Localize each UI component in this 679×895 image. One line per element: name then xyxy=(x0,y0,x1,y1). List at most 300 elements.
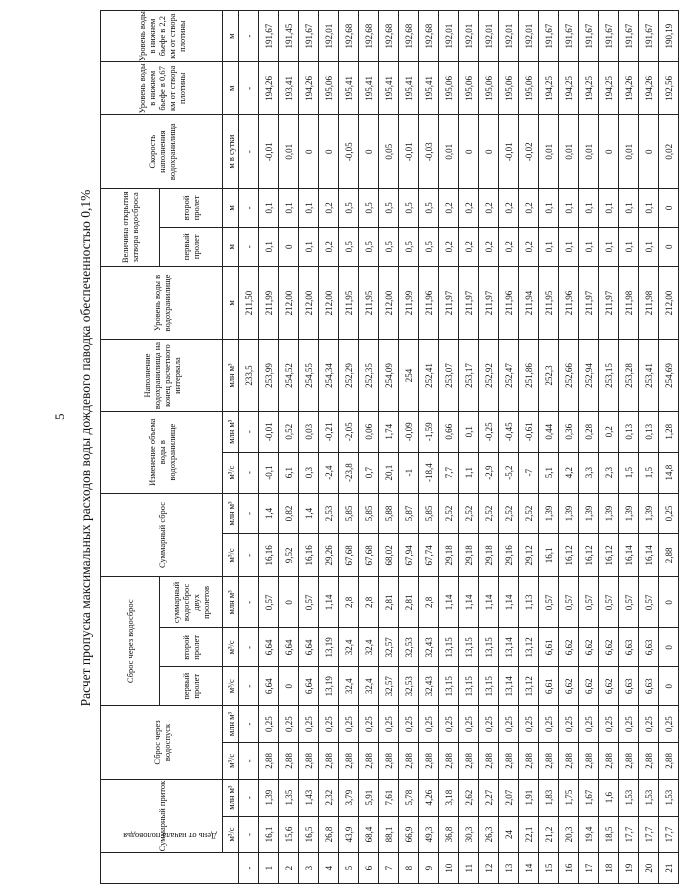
table-cell: 0,25 xyxy=(279,706,299,743)
table-cell: 29,18 xyxy=(479,534,499,577)
table-cell: 14 xyxy=(519,853,539,884)
table-cell: 13,14 xyxy=(499,628,519,667)
table-row xyxy=(419,11,439,884)
table-cell: -0,01 xyxy=(259,115,279,189)
table-cell: 0 xyxy=(659,628,679,667)
table-cell: 192,01 xyxy=(439,11,459,62)
table-cell: 32,4 xyxy=(359,667,379,706)
table-cell: 4,2 xyxy=(559,452,579,493)
table-cell: 6,64 xyxy=(259,667,279,706)
table-cell: 22,1 xyxy=(519,816,539,853)
table-cell: 6,62 xyxy=(579,628,599,667)
table-cell: 0 xyxy=(659,667,679,706)
table-cell: 0,57 xyxy=(619,577,639,628)
table-cell: 2,88 xyxy=(579,742,599,779)
table-cell: 0,44 xyxy=(539,411,559,452)
table-cell: 0 xyxy=(479,115,499,189)
table-cell: 253,28 xyxy=(619,340,639,412)
table-cell: 7,61 xyxy=(379,779,399,816)
table-cell: 2,88 xyxy=(439,742,459,779)
unit-cell: м xyxy=(223,266,239,340)
table-cell: -2,9 xyxy=(479,452,499,493)
table-cell: 0 xyxy=(659,227,679,266)
table-cell: 29,18 xyxy=(439,534,459,577)
table-cell: 0,7 xyxy=(359,452,379,493)
table-cell: 30,3 xyxy=(459,816,479,853)
unit-cell: млн м³ xyxy=(223,411,239,452)
header-level-22: Уровень воды в нижнем бьефе в 2,2 км от створа плотины xyxy=(101,11,223,62)
table-row xyxy=(599,11,619,884)
table-cell: 7 xyxy=(379,853,399,884)
table-cell: - xyxy=(239,577,259,628)
header-inflow: Суммарный приток xyxy=(101,779,223,853)
table-cell: 0,2 xyxy=(599,411,619,452)
table-row xyxy=(259,11,279,884)
table-cell: 1,14 xyxy=(499,577,519,628)
table-cell: 13,19 xyxy=(319,628,339,667)
table-cell: 0,02 xyxy=(659,115,679,189)
table-cell: 20 xyxy=(639,853,659,884)
table-cell: 195,06 xyxy=(499,62,519,115)
table-cell: 14,8 xyxy=(659,452,679,493)
table-cell: 0,25 xyxy=(419,706,439,743)
table-cell: 6,63 xyxy=(639,667,659,706)
table-cell: -0,25 xyxy=(479,411,499,452)
header-level-067: Уровень воды в нижнем бьефе в 0,67 км от створа плотины xyxy=(101,62,223,115)
table-cell: 0 xyxy=(659,188,679,227)
table-cell: 19 xyxy=(619,853,639,884)
table-cell: 4,26 xyxy=(419,779,439,816)
table-cell: 191,67 xyxy=(599,11,619,62)
table-cell: 6,62 xyxy=(559,628,579,667)
unit-cell: м³/с xyxy=(223,534,239,577)
table-cell: 211,97 xyxy=(479,266,499,340)
table-cell: 2,88 xyxy=(359,742,379,779)
table-cell: 67,94 xyxy=(399,534,419,577)
table-cell: 0,1 xyxy=(599,188,619,227)
table-row xyxy=(239,11,259,884)
table-cell: 252,47 xyxy=(499,340,519,412)
table-cell: 252,94 xyxy=(579,340,599,412)
header-water-level: Уровень воды в водохранилище xyxy=(101,266,223,340)
table-cell: 1,74 xyxy=(379,411,399,452)
table-cell: 0,25 xyxy=(439,706,459,743)
table-cell: 192,68 xyxy=(339,11,359,62)
table-cell: 1,53 xyxy=(639,779,659,816)
table-cell: 9,52 xyxy=(279,534,299,577)
table-cell: 13,15 xyxy=(479,628,499,667)
table-cell: 6,62 xyxy=(559,667,579,706)
table-cell: 195,41 xyxy=(399,62,419,115)
table-cell: 0 xyxy=(279,667,299,706)
table-cell: 2,8 xyxy=(359,577,379,628)
table-cell: 193,41 xyxy=(279,62,299,115)
table-cell: - xyxy=(239,62,259,115)
table-cell: 211,97 xyxy=(599,266,619,340)
table-cell: 0,1 xyxy=(619,227,639,266)
table-cell: 5,85 xyxy=(339,493,359,534)
table-cell: 1,14 xyxy=(459,577,479,628)
table-cell: 5,85 xyxy=(419,493,439,534)
table-cell: 68,4 xyxy=(359,816,379,853)
table-cell: 2,81 xyxy=(379,577,399,628)
table-cell: 0,1 xyxy=(279,188,299,227)
table-cell: 6,64 xyxy=(259,628,279,667)
table-cell: 211,95 xyxy=(339,266,359,340)
table-cell: 0,57 xyxy=(579,577,599,628)
table-cell: 0,25 xyxy=(659,706,679,743)
table-row xyxy=(659,11,679,884)
table-cell: 0,36 xyxy=(559,411,579,452)
table-cell: 67,68 xyxy=(339,534,359,577)
table-cell: 2,3 xyxy=(599,452,619,493)
table-cell: 192,01 xyxy=(459,11,479,62)
table-cell: 0,57 xyxy=(259,577,279,628)
table-cell: 252,66 xyxy=(559,340,579,412)
table-cell: 16,14 xyxy=(619,534,639,577)
table-cell: 195,41 xyxy=(419,62,439,115)
table-cell: 1,39 xyxy=(599,493,619,534)
table-cell: 0,01 xyxy=(559,115,579,189)
table-cell: 6,62 xyxy=(599,628,619,667)
table-cell: 0,2 xyxy=(479,188,499,227)
table-cell: 13,14 xyxy=(499,667,519,706)
table-cell: 1,5 xyxy=(619,452,639,493)
table-cell: 192,01 xyxy=(479,11,499,62)
table-cell: 211,94 xyxy=(519,266,539,340)
table-cell: 0,01 xyxy=(439,115,459,189)
table-cell: 1,4 xyxy=(299,493,319,534)
table-cell: 0 xyxy=(279,227,299,266)
table-cell: 20,3 xyxy=(559,816,579,853)
table-cell: 0,13 xyxy=(639,411,659,452)
table-cell: 254 xyxy=(399,340,419,412)
table-cell: 191,67 xyxy=(539,11,559,62)
table-cell: 13,12 xyxy=(519,667,539,706)
unit-cell: м³/с xyxy=(223,452,239,493)
header-gate-second-span: второй пролет xyxy=(160,188,223,227)
table-cell: 43,9 xyxy=(339,816,359,853)
table-cell: 2,52 xyxy=(499,493,519,534)
table-cell: 36,8 xyxy=(439,816,459,853)
table-cell: 194,26 xyxy=(299,62,319,115)
table-cell: 251,86 xyxy=(519,340,539,412)
table-cell: 0,25 xyxy=(359,706,379,743)
table-cell: 192,01 xyxy=(319,11,339,62)
table-cell: 0,5 xyxy=(419,227,439,266)
table-cell: 1,1 xyxy=(459,452,479,493)
table-cell: 0 xyxy=(299,115,319,189)
table-cell: 2,07 xyxy=(499,779,519,816)
table-cell: -7 xyxy=(519,452,539,493)
table-cell: 2 xyxy=(279,853,299,884)
table-cell: 0 xyxy=(279,577,299,628)
table-cell: 0,01 xyxy=(579,115,599,189)
table-cell: - xyxy=(239,667,259,706)
table-cell: 1,4 xyxy=(259,493,279,534)
table-cell: 252,92 xyxy=(479,340,499,412)
table-cell: 1,53 xyxy=(619,779,639,816)
table-cell: 32,53 xyxy=(399,667,419,706)
table-cell: 13,15 xyxy=(479,667,499,706)
table-cell: -2,4 xyxy=(319,452,339,493)
table-cell: 1,28 xyxy=(659,411,679,452)
table-cell: 15,6 xyxy=(279,816,299,853)
table-cell: 2,62 xyxy=(459,779,479,816)
table-cell: 0,25 xyxy=(539,706,559,743)
table-cell: 0 xyxy=(659,577,679,628)
table-cell: 253,07 xyxy=(439,340,459,412)
table-cell: 0,1 xyxy=(259,188,279,227)
table-cell: 0,1 xyxy=(639,188,659,227)
table-cell: 2,27 xyxy=(479,779,499,816)
table-cell: 8 xyxy=(399,853,419,884)
unit-cell: м xyxy=(223,188,239,227)
table-cell: 192,68 xyxy=(419,11,439,62)
table-cell: 12 xyxy=(479,853,499,884)
table-cell: 10 xyxy=(439,853,459,884)
table-cell: 16,12 xyxy=(559,534,579,577)
table-row xyxy=(559,11,579,884)
table-cell: -1,59 xyxy=(419,411,439,452)
table-cell: 191,67 xyxy=(559,11,579,62)
table-cell: - xyxy=(239,493,259,534)
table-cell: 211,96 xyxy=(419,266,439,340)
table-cell: 252,29 xyxy=(339,340,359,412)
table-cell: 2,88 xyxy=(279,742,299,779)
header-first-span: первый пролет xyxy=(160,667,223,706)
table-cell: 6,63 xyxy=(619,667,639,706)
table-cell: 32,43 xyxy=(419,667,439,706)
unit-cell: м³/с xyxy=(223,816,239,853)
table-cell: 194,26 xyxy=(619,62,639,115)
unit-cell: млн м³ xyxy=(223,706,239,743)
table-cell: 211,95 xyxy=(539,266,559,340)
table-cell: 2,32 xyxy=(319,779,339,816)
table-cell: 0,82 xyxy=(279,493,299,534)
table-cell: 0,1 xyxy=(619,188,639,227)
table-cell: -0,1 xyxy=(259,452,279,493)
table-cell: 2,81 xyxy=(399,577,419,628)
table-cell: 17 xyxy=(579,853,599,884)
table-cell: 211,99 xyxy=(259,266,279,340)
table-cell: 0,01 xyxy=(539,115,559,189)
table-cell: 5,88 xyxy=(379,493,399,534)
table-cell: 0,1 xyxy=(559,188,579,227)
table-cell: 18,5 xyxy=(599,816,619,853)
table-cell: 1,13 xyxy=(519,577,539,628)
table-cell: 192,01 xyxy=(499,11,519,62)
table-cell: 2,88 xyxy=(639,742,659,779)
table-cell: 0 xyxy=(639,115,659,189)
table-cell: 2,88 xyxy=(299,742,319,779)
table-cell: 6 xyxy=(359,853,379,884)
table-cell: 192,56 xyxy=(659,62,679,115)
table-cell: - xyxy=(239,411,259,452)
table-cell: 1,39 xyxy=(579,493,599,534)
table-cell: - xyxy=(239,742,259,779)
table-cell: 0,01 xyxy=(279,115,299,189)
table-cell: 253,99 xyxy=(259,340,279,412)
table-cell: 1,39 xyxy=(259,779,279,816)
table-cell: - xyxy=(239,115,259,189)
table-cell: 194,25 xyxy=(579,62,599,115)
table-cell: 2,88 xyxy=(339,742,359,779)
table-cell: -18,4 xyxy=(419,452,439,493)
table-cell: 16,14 xyxy=(639,534,659,577)
table-row xyxy=(339,11,359,884)
table-cell: - xyxy=(239,227,259,266)
table-cell: 6,62 xyxy=(599,667,619,706)
table-cell: 0,5 xyxy=(339,188,359,227)
unit-cell: м xyxy=(223,11,239,62)
table-row xyxy=(299,11,319,884)
header-second-span: второй пролет xyxy=(160,628,223,667)
table-cell: 18 xyxy=(599,853,619,884)
table-cell: 13,12 xyxy=(519,628,539,667)
table-row xyxy=(459,11,479,884)
table-cell: 1,75 xyxy=(559,779,579,816)
table-row xyxy=(399,11,419,884)
table-row xyxy=(499,11,519,884)
table-cell: 0,5 xyxy=(359,227,379,266)
unit-cell: млн м³ xyxy=(223,340,239,412)
table-cell: 0,1 xyxy=(539,227,559,266)
table-cell: -0,45 xyxy=(499,411,519,452)
table-cell: 253,41 xyxy=(639,340,659,412)
table-cell: 1,14 xyxy=(319,577,339,628)
table-cell: 254,09 xyxy=(379,340,399,412)
header-volume-change: Изменение объема воды в водохранилище xyxy=(101,411,223,493)
table-cell: 0,2 xyxy=(459,188,479,227)
table-cell: 252,41 xyxy=(419,340,439,412)
table-cell: 2,88 xyxy=(519,742,539,779)
table-cell: 0,57 xyxy=(599,577,619,628)
table-cell: - xyxy=(239,452,259,493)
unit-cell: млн м³ xyxy=(223,493,239,534)
table-cell: 32,57 xyxy=(379,628,399,667)
table-cell: 212,00 xyxy=(659,266,679,340)
table-cell: 1,39 xyxy=(639,493,659,534)
table-row xyxy=(379,11,399,884)
table-cell: 2,53 xyxy=(319,493,339,534)
table-cell: 191,67 xyxy=(579,11,599,62)
table-cell: -0,03 xyxy=(419,115,439,189)
table-cell: 6,61 xyxy=(539,628,559,667)
table-cell: 16,12 xyxy=(579,534,599,577)
document-title: Расчет пропуска максимальных расходов воды дождевого паводка обеспеченностью 0,1% xyxy=(78,189,93,707)
table-cell: 1,91 xyxy=(519,779,539,816)
table-cell: 191,67 xyxy=(639,11,659,62)
table-cell: 2,88 xyxy=(479,742,499,779)
table-cell: 252,3 xyxy=(539,340,559,412)
unit-cell: м³/с xyxy=(223,667,239,706)
unit-cell: млн м³ xyxy=(223,577,239,628)
table-cell: - xyxy=(239,628,259,667)
header-gate-first-span: первый пролет xyxy=(160,227,223,266)
table-cell: 1,83 xyxy=(539,779,559,816)
table-cell: 3,3 xyxy=(579,452,599,493)
table-cell: 1,67 xyxy=(579,779,599,816)
table-cell: 212,00 xyxy=(319,266,339,340)
table-cell: 0,25 xyxy=(599,706,619,743)
table-cell: 0 xyxy=(459,115,479,189)
unit-cell: млн м³ xyxy=(223,779,239,816)
table-cell: 16,16 xyxy=(299,534,319,577)
table-cell: 1,39 xyxy=(619,493,639,534)
table-cell: 0,2 xyxy=(319,227,339,266)
table-cell: 0,2 xyxy=(439,227,459,266)
table-cell: 194,25 xyxy=(539,62,559,115)
table-cell: 17,7 xyxy=(639,816,659,853)
table-cell: -0,09 xyxy=(399,411,419,452)
page-number: 5 xyxy=(52,413,67,420)
table-cell: 6,64 xyxy=(279,628,299,667)
table-cell: 32,53 xyxy=(399,628,419,667)
table-cell: 254,69 xyxy=(659,340,679,412)
table-cell: 2,88 xyxy=(659,742,679,779)
table-cell: 29,18 xyxy=(459,534,479,577)
table-cell: 212,00 xyxy=(279,266,299,340)
table-cell: 0,25 xyxy=(299,706,319,743)
header-day: День от начала половодья xyxy=(101,853,239,884)
table-cell: 211,96 xyxy=(559,266,579,340)
unit-cell: м в сутки xyxy=(223,115,239,189)
table-cell: 16,5 xyxy=(299,816,319,853)
table-cell: 16,12 xyxy=(599,534,619,577)
table-cell: 32,4 xyxy=(339,628,359,667)
table-cell: 6,61 xyxy=(539,667,559,706)
table-cell: 3,18 xyxy=(439,779,459,816)
table-cell: 0,1 xyxy=(259,227,279,266)
table-cell: 2,88 xyxy=(459,742,479,779)
header-outlet-discharge: Сброс через водоспуск xyxy=(101,706,223,780)
table-cell: 0,25 xyxy=(559,706,579,743)
table-cell: 0,25 xyxy=(639,706,659,743)
table-cell: 29,26 xyxy=(319,534,339,577)
table-cell: 0,1 xyxy=(599,227,619,266)
table-cell: -0,05 xyxy=(339,115,359,189)
table-cell: 0,2 xyxy=(479,227,499,266)
table-cell: 0,57 xyxy=(299,577,319,628)
table-cell: - xyxy=(239,816,259,853)
table-cell: 0,2 xyxy=(499,227,519,266)
calculation-table xyxy=(100,10,679,884)
table-cell: 0,25 xyxy=(579,706,599,743)
table-row xyxy=(639,11,659,884)
table-cell: 190,19 xyxy=(659,11,679,62)
table-cell: 0,5 xyxy=(339,227,359,266)
table-cell: 1,35 xyxy=(279,779,299,816)
table-cell: 32,57 xyxy=(379,667,399,706)
table-cell: -0,01 xyxy=(259,411,279,452)
table-cell: 0,1 xyxy=(299,188,319,227)
table-cell: 2,8 xyxy=(339,577,359,628)
table-cell: 0,25 xyxy=(479,706,499,743)
table-cell: 0,25 xyxy=(379,706,399,743)
header-total-two-spans: суммарный водосброс двух пролетов xyxy=(160,577,223,628)
table-cell: 32,43 xyxy=(419,628,439,667)
table-cell: 0,2 xyxy=(519,227,539,266)
header-storage-end: Наполнение водохранилища на конец расчетного интервала xyxy=(101,340,223,412)
header-gate-opening: Величина открытия затвора водосброса xyxy=(101,188,160,266)
table-cell: 2,88 xyxy=(379,742,399,779)
table-cell: 233,5 xyxy=(239,340,259,412)
unit-cell: м³/с xyxy=(223,742,239,779)
table-cell: 0,57 xyxy=(539,577,559,628)
table-cell: 2,52 xyxy=(459,493,479,534)
table-cell: 5,85 xyxy=(359,493,379,534)
